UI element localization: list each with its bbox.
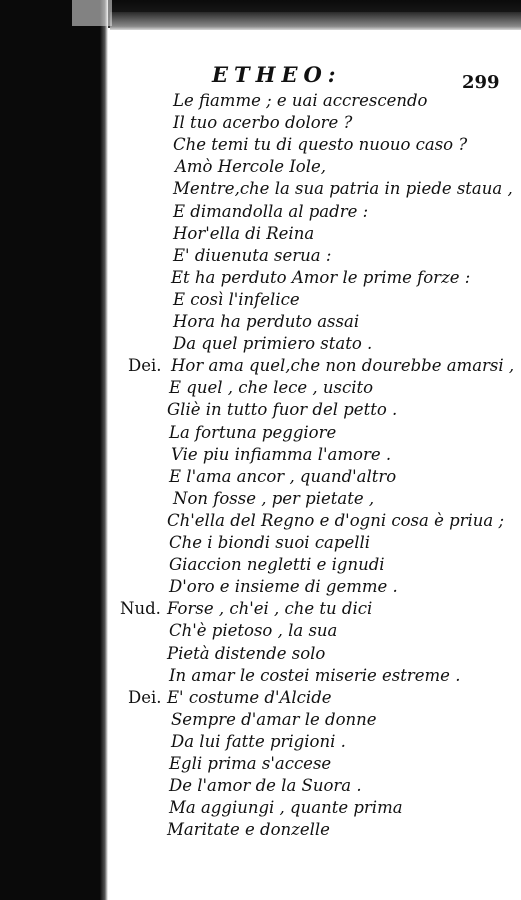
- verse-line: [0, 333, 521, 355]
- page-number: 299: [462, 72, 500, 93]
- verse-text-line: Mentre,che la sua patria in piede staua ,: [173, 179, 513, 199]
- verse-text-line: In amar le costei miserie estreme .: [169, 665, 461, 685]
- verse-text-line: De l'amor de la Suora .: [169, 776, 362, 796]
- verse-text-line: D'oro e insieme di gemme .: [169, 577, 398, 597]
- verse-line: [0, 223, 521, 245]
- speaker-label: Nud.: [120, 599, 161, 619]
- verse-line: [0, 201, 521, 223]
- verse-text-line: Forse , ch'ei , che tu dici: [167, 599, 373, 619]
- verse-line: [0, 665, 521, 687]
- verse-line: [0, 510, 521, 532]
- verse-line: [0, 112, 521, 134]
- verse-line: [0, 731, 521, 753]
- verse-text-line: Le fiamme ; e uai accrescendo: [173, 91, 428, 110]
- verse-text-line: Hor ama quel,che non dourebbe amarsi ,: [171, 356, 515, 376]
- verse-line: [0, 819, 521, 841]
- verse-text-line: Gliè in tutto fuor del petto .: [167, 400, 398, 420]
- verse-text-line: E' costume d'Alcide: [167, 687, 332, 707]
- verse-text-line: Vie piu infiamma l'amore .: [171, 444, 392, 464]
- verse-text-line: Maritate e donzelle: [167, 820, 330, 840]
- verse-line: [0, 488, 521, 510]
- verse-line: [0, 775, 521, 797]
- verse-line: [0, 422, 521, 444]
- running-head: ETHEO:: [212, 62, 342, 87]
- verse-text-line: Non fosse , per pietate ,: [173, 488, 375, 508]
- verse-line: [0, 90, 521, 112]
- verse-text-line: Da lui fatte prigioni .: [171, 731, 346, 751]
- verse-line: [0, 797, 521, 819]
- verse-text-line: Il tuo acerbo dolore ?: [173, 113, 353, 133]
- speaker-label: Dei.: [128, 687, 162, 707]
- verse-line: [0, 245, 521, 267]
- verse-text-line: E' diuenuta serua :: [173, 245, 332, 265]
- verse-text-line: Hor'ella di Reina: [173, 223, 315, 243]
- verse-line: [0, 134, 521, 156]
- verse-line: [0, 377, 521, 399]
- verse-line: [0, 598, 521, 620]
- scan-smudge: [72, 0, 112, 26]
- verse-line: [0, 620, 521, 642]
- verse-text-line: Ch'è pietoso , la sua: [169, 621, 338, 641]
- verse-line: [0, 267, 521, 289]
- speaker-label: Dei.: [128, 356, 162, 376]
- verse-line: [0, 687, 521, 709]
- verse-line: [0, 576, 521, 598]
- verse-line: [0, 709, 521, 731]
- verse-line: [0, 466, 521, 488]
- verse-line: [0, 444, 521, 466]
- verse-line: [0, 355, 521, 377]
- verse-line: [0, 311, 521, 333]
- verse-line: [0, 399, 521, 421]
- verse-text-line: E l'ama ancor , quand'altro: [169, 466, 397, 486]
- verse-text-line: E quel , che lece , uscito: [169, 378, 374, 398]
- verse-text-line: Pietà distende solo: [167, 643, 326, 663]
- verse-text-line: Hora ha perduto assai: [173, 312, 360, 331]
- verse-text-line: Egli prima s'accese: [169, 754, 332, 773]
- verse-text-line: Da quel primiero stato .: [173, 334, 373, 354]
- verse-line: [0, 156, 521, 178]
- verse-text-line: La fortuna peggiore: [169, 422, 337, 442]
- verse-text-line: Ma aggiungi , quante prima: [169, 798, 403, 818]
- verse-text-line: E così l'infelice: [173, 289, 300, 309]
- verse-line: [0, 532, 521, 554]
- verse-line: [0, 643, 521, 665]
- verse-line: [0, 554, 521, 576]
- verse-text-line: Che temi tu di questo nuouo caso ?: [173, 135, 468, 155]
- scan-top-shadow: [110, 12, 521, 30]
- verse-line: [0, 753, 521, 775]
- verse-text-line: Sempre d'amar le donne: [171, 709, 377, 729]
- verse-text-line: Amò Hercole Iole,: [175, 157, 326, 177]
- verse-text-line: Ch'ella del Regno e d'ogni cosa è priua ;: [167, 510, 505, 530]
- verse-text-line: E dimandolla al padre :: [173, 201, 369, 221]
- verse-text-line: Giaccion negletti e ignudi: [169, 555, 385, 575]
- verse-line: [0, 289, 521, 311]
- verse-text-line: Et ha perduto Amor le prime forze :: [171, 267, 471, 287]
- verse-line: [0, 178, 521, 200]
- verse-text-line: Che i biondi suoi capelli: [169, 533, 371, 552]
